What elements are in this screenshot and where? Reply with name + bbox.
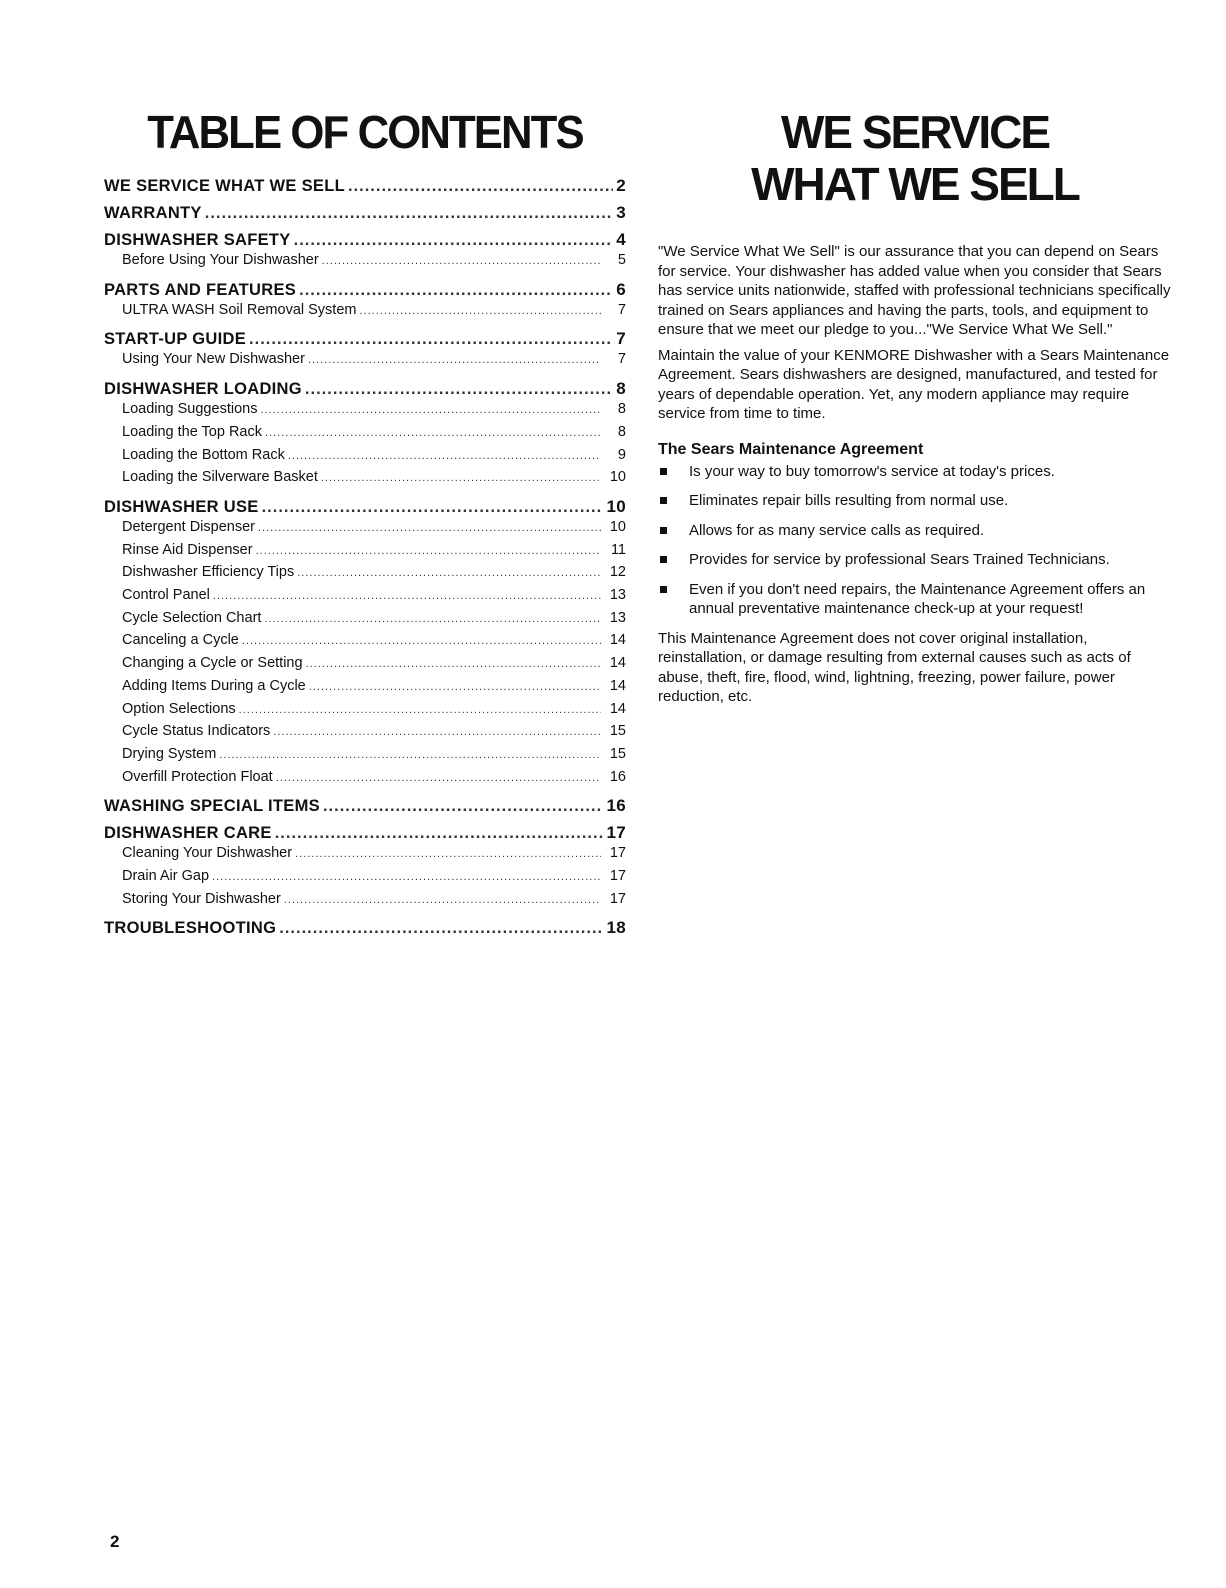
toc-subsection-entry xyxy=(104,422,626,445)
dot-leader xyxy=(309,676,601,699)
toc-entry-label: Loading Suggestions xyxy=(122,401,258,418)
toc-subsection-entry xyxy=(104,653,626,676)
toc-subsection-entry xyxy=(104,517,626,540)
toc-entry-page: 17 xyxy=(609,845,626,862)
dot-leader xyxy=(273,721,601,744)
dot-leader xyxy=(219,744,601,767)
dot-leader xyxy=(239,699,601,722)
toc-entry-page: 9 xyxy=(617,446,626,463)
toc-subsection-entry xyxy=(104,744,626,767)
toc-entry-page: 10 xyxy=(609,469,626,486)
toc-entry-page: 14 xyxy=(609,655,626,672)
toc-entry-label: TROUBLESHOOTING xyxy=(104,919,277,938)
toc-entry-page: 17 xyxy=(609,868,626,885)
toc-entry-label: WASHING SPECIAL ITEMS xyxy=(104,797,320,816)
toc-entry-label: WE SERVICE WHAT WE SELL xyxy=(104,177,345,195)
dot-leader xyxy=(299,280,613,300)
toc-entry-label: Drying System xyxy=(122,745,217,762)
toc-entry-label: Control Panel xyxy=(122,587,210,604)
dot-leader xyxy=(249,329,613,349)
toc-subsection-entry xyxy=(104,467,626,490)
toc-entry-page: 15 xyxy=(609,723,626,740)
toc-entry-page: 7 xyxy=(617,351,626,368)
dot-leader xyxy=(256,540,601,563)
toc-entry-page: 13 xyxy=(609,609,626,626)
toc-entry-page: 18 xyxy=(606,918,626,938)
toc-entry-label: Adding Items During a Cycle xyxy=(122,677,306,694)
toc-section-entry xyxy=(104,918,626,938)
toc-entry-label: Storing Your Dishwasher xyxy=(122,890,281,907)
toc-subsection-entry xyxy=(104,445,626,468)
toc-subsection-entry xyxy=(104,349,626,372)
dot-leader xyxy=(305,379,613,399)
dot-leader xyxy=(260,399,601,422)
toc-entry-page: 10 xyxy=(606,496,626,516)
toc-entry-label: Option Selections xyxy=(122,700,236,717)
toc-entry-page: 7 xyxy=(617,301,626,318)
toc-entry-label: Using Your New Dishwasher xyxy=(122,351,305,368)
page-number: 2 xyxy=(110,1532,120,1551)
list-item: Eliminates repair bills resulting from normal use. xyxy=(658,491,1172,511)
dot-leader xyxy=(284,889,601,912)
toc-entry-page: 6 xyxy=(616,279,626,299)
bullet-square-icon xyxy=(660,468,667,475)
toc-subsection-entry xyxy=(104,866,626,889)
dot-leader xyxy=(323,796,604,816)
toc-entry-page: 3 xyxy=(616,203,626,222)
toc-entry-page: 10 xyxy=(609,518,626,535)
dot-leader xyxy=(294,230,614,250)
bullet-square-icon xyxy=(660,497,667,504)
toc-entry-label: Cycle Status Indicators xyxy=(122,723,271,740)
service-title-line2: WHAT WE SELL xyxy=(751,158,1079,210)
toc-subsection-entry xyxy=(104,585,626,608)
toc-entry-page: 11 xyxy=(610,541,626,558)
toc-section-entry xyxy=(104,280,626,300)
toc-subsection-entry xyxy=(104,562,626,585)
toc-section-entry xyxy=(104,230,626,250)
toc-entry-label: Detergent Dispenser xyxy=(122,518,255,535)
toc-subsection-entry xyxy=(104,399,626,422)
toc-section-entry xyxy=(104,203,626,223)
toc-entry-page: 15 xyxy=(609,745,626,762)
toc-entry-label: Overfill Protection Float xyxy=(122,768,273,785)
toc-entry-label: Drain Air Gap xyxy=(122,868,210,885)
toc-entry-label: START-UP GUIDE xyxy=(104,330,247,349)
dot-leader xyxy=(308,349,601,372)
toc-entry-page: 17 xyxy=(606,823,626,843)
service-section xyxy=(658,106,1172,713)
toc-entry-page: 14 xyxy=(609,632,626,649)
dot-leader xyxy=(276,767,601,790)
service-title-line1: WE SERVICE xyxy=(781,106,1049,158)
dot-leader xyxy=(297,562,601,585)
toc-subsection-entry xyxy=(104,540,626,563)
toc-section-entry xyxy=(104,823,626,843)
toc-title: TABLE OF CONTENTS xyxy=(147,106,583,158)
toc-entry-label: Before Using Your Dishwasher xyxy=(122,252,319,268)
toc-section-entry xyxy=(104,497,626,517)
service-title xyxy=(658,106,1172,210)
dot-leader xyxy=(321,467,601,490)
toc-entry-page: 5 xyxy=(617,252,626,268)
dot-leader xyxy=(359,300,601,323)
toc-entry-label: WARRANTY xyxy=(104,204,202,222)
dot-leader xyxy=(212,866,601,889)
dot-leader xyxy=(205,203,614,223)
agreement-bullets xyxy=(658,462,1172,619)
toc-section-entry xyxy=(104,796,626,816)
toc-entry-label: Loading the Top Rack xyxy=(122,423,263,440)
service-disclaimer: This Maintenance Agreement does not cover original installation, reinstallation, or damage resulting from external causes such as acts of abuse, theft, fire, flood, wind, lightning, freezing, power failure, power reduction, etc. xyxy=(658,629,1131,705)
toc-subsection-entry xyxy=(104,699,626,722)
toc-entry-label: Rinse Aid Dispenser xyxy=(122,541,253,558)
toc-entry-label: Cleaning Your Dishwasher xyxy=(122,845,293,862)
dot-leader xyxy=(264,608,601,631)
toc-entry-label: PARTS AND FEATURES xyxy=(104,280,297,299)
toc-subsection-entry xyxy=(104,676,626,699)
toc-subsection-entry xyxy=(104,721,626,744)
toc-entry-label: DISHWASHER LOADING xyxy=(104,380,302,399)
list-item: Is your way to buy tomorrow's service at today's prices. xyxy=(658,462,1172,482)
dot-leader xyxy=(258,517,601,540)
toc-entry-label: Loading the Bottom Rack xyxy=(122,446,285,463)
toc-entry-label: Dishwasher Efficiency Tips xyxy=(122,564,295,581)
toc-entry-label: ULTRA WASH Soil Removal System xyxy=(122,301,357,318)
toc-entry-page: 14 xyxy=(609,700,626,717)
toc-entry-label: Changing a Cycle or Setting xyxy=(122,655,303,672)
dot-leader xyxy=(213,585,601,608)
toc-entry-page: 16 xyxy=(609,768,626,785)
list-item: Allows for as many service calls as required. xyxy=(658,521,1172,541)
toc-entry-page: 8 xyxy=(617,423,626,440)
list-item: Even if you don't need repairs, the Maintenance Agreement offers an annual preventative maintenance check-up at your request! xyxy=(658,580,1172,619)
toc-entry-page: 2 xyxy=(616,176,626,195)
toc-entry-page: 13 xyxy=(609,587,626,604)
dot-leader xyxy=(306,653,601,676)
dot-leader xyxy=(265,422,601,445)
toc-subsection-entry xyxy=(104,250,626,273)
toc-entry-label: Cycle Selection Chart xyxy=(122,609,262,626)
toc-subsection-entry xyxy=(104,843,626,866)
dot-leader xyxy=(262,497,604,517)
toc-entry-page: 8 xyxy=(617,401,626,418)
toc-entry-page: 8 xyxy=(616,379,626,399)
toc-subsection-entry xyxy=(104,889,626,912)
list-item: Provides for service by professional Sears Trained Technicians. xyxy=(658,550,1172,570)
table-of-contents xyxy=(104,106,626,938)
toc-section-entry xyxy=(104,329,626,349)
toc-entries xyxy=(104,176,626,938)
bullet-square-icon xyxy=(660,586,667,593)
toc-section-entry xyxy=(104,379,626,399)
toc-entry-page: 16 xyxy=(606,796,626,816)
toc-subsection-entry xyxy=(104,630,626,653)
dot-leader xyxy=(295,843,601,866)
dot-leader xyxy=(288,445,601,468)
toc-entry-label: DISHWASHER SAFETY xyxy=(104,231,291,249)
bullet-square-icon xyxy=(660,527,667,534)
dot-leader xyxy=(322,250,601,273)
toc-subsection-entry xyxy=(104,300,626,323)
toc-subsection-entry xyxy=(104,767,626,790)
toc-entry-label: Loading the Silverware Basket xyxy=(122,469,318,486)
toc-entry-label: DISHWASHER USE xyxy=(104,497,259,516)
service-maintain: Maintain the value of your KENMORE Dishwasher with a Sears Maintenance Agreement. Sears dishwashers are designed, manufactured, and tested for years of dependable operation. Yet, any modern appliance may require service from time to time. xyxy=(658,346,1170,422)
toc-entry-page: 14 xyxy=(609,677,626,694)
toc-entry-page: 4 xyxy=(616,230,626,249)
toc-entry-page: 7 xyxy=(616,329,626,349)
toc-entry-label: Canceling a Cycle xyxy=(122,632,239,649)
toc-entry-page: 12 xyxy=(609,564,626,581)
dot-leader xyxy=(275,823,604,843)
dot-leader xyxy=(279,918,603,938)
dot-leader xyxy=(348,176,613,196)
bullet-square-icon xyxy=(660,556,667,563)
service-intro: "We Service What We Sell" is our assurance that you can depend on Sears for service. Your dishwasher has added value when you consider that Sears has service units nationwide, staffed with professional technicians specifically trained on Sears appliances and having the parts, tools, and equipment to ensure that we meet our pledge to you..."We Service What We Sell." xyxy=(658,243,1171,338)
toc-subsection-entry xyxy=(104,608,626,631)
dot-leader xyxy=(242,630,601,653)
toc-entry-page: 17 xyxy=(609,890,626,907)
agreement-heading: The Sears Maintenance Agreement xyxy=(658,440,924,458)
toc-entry-label: DISHWASHER CARE xyxy=(104,824,272,843)
toc-section-entry xyxy=(104,176,626,196)
